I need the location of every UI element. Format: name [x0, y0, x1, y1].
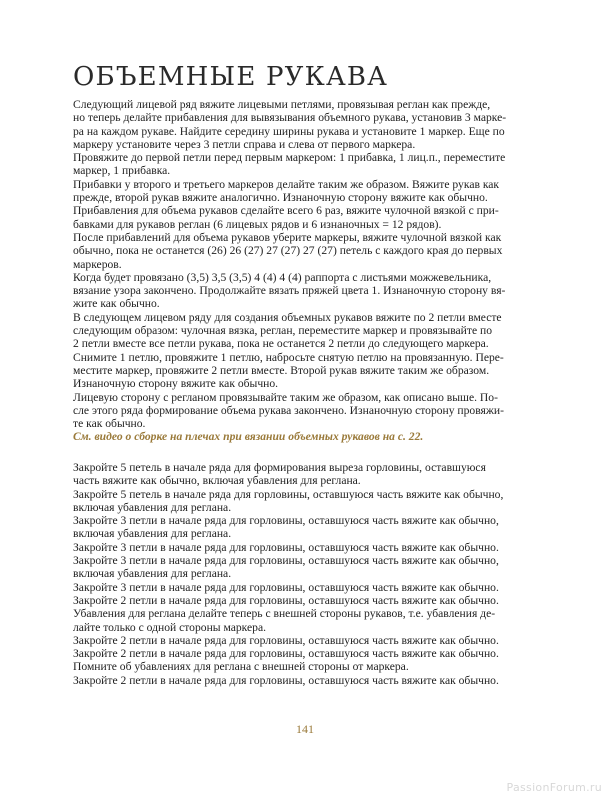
text-line: Изнаночную сторону вяжите как обычно. — [73, 377, 279, 391]
instructions-lines — [73, 98, 523, 430]
instructions-block-neckline — [73, 461, 523, 687]
text-line: Прибавления для объема рукавов сделайте всего 6 раз, вяжите чулочной вязкой с при- — [73, 204, 499, 218]
text-line: обычно, пока не останется (26) 26 (27) 27 (27) 27 (27) петель с каждого края до первых — [73, 244, 503, 258]
text-line: Помните об убавлениях для реглана с внешней стороны от маркера. — [73, 660, 409, 674]
text-line: Убавления для реглана делайте теперь с внешней стороны рукавов, т.е. убавления де- — [73, 607, 496, 621]
text-line: Закройте 2 петли в начале ряда для горловины, оставшуюся часть вяжите как обычно. — [73, 633, 499, 647]
text-line: Когда будет провязано (3,5) 3,5 (3,5) 4 (4) 4 (4) раппорта с листьями можжевельника, — [73, 270, 492, 284]
text-line: часть вяжите как обычно, включая убавления для реглана. — [73, 474, 361, 488]
text-line: В следующем лицевом ряду для создания объемных рукавов вяжите по 2 петли вместе — [73, 310, 502, 324]
text-line: сле этого ряда формирование объема рукава закончено. Изнаночную сторону провяжи- — [73, 403, 504, 417]
instructions-lines — [73, 461, 523, 687]
page-title: ОБЪЕМНЫЕ РУКАВА — [73, 62, 389, 92]
text-line: Прибавки у второго и третьего маркеров делайте таким же образом. Вяжите рукав как — [73, 177, 500, 191]
text-line: местите маркер, провяжите 2 петли вместе. Второй рукав вяжите таким же образом. — [73, 363, 490, 377]
text-line: Закройте 2 петли в начале ряда для горловины, оставшуюся часть вяжите как обычно. — [73, 593, 499, 607]
text-line: Закройте 2 петли в начале ряда для горловины, оставшуюся часть вяжите как обычно. — [73, 647, 499, 661]
text-line: маркер, 1 прибавка. — [73, 164, 171, 178]
text-line: Снимите 1 петлю, провяжите 1 петлю, набросьте снятую петлю на провязанную. Пере- — [73, 350, 504, 364]
text-line: жите как обычно. — [73, 297, 160, 311]
text-line: следующим образом: чулочная вязка, реглан, переместите маркер и провязывайте по — [73, 324, 493, 338]
text-line: вязание узора закончено. Продолжайте вязать пряжей цвета 1. Изнаночную сторону вя- — [73, 284, 506, 298]
text-line: маркеру установите через 3 петли справа и слева от первого маркера. — [73, 137, 416, 151]
text-line: но теперь делайте прибавления для вывязывания объемного рукава, установив 3 марке- — [73, 111, 507, 125]
watermark: PassionForum.ru — [506, 781, 602, 794]
text-line: Закройте 3 петли в начале ряда для горловины, оставшуюся часть вяжите как обычно. — [73, 580, 499, 594]
text-line: прежде, второй рукав вяжите аналогично. Изнаночную сторону вяжите как обычно. — [73, 191, 488, 205]
text-line: Закройте 3 петли в начале ряда для горловины, оставшуюся часть вяжите как обычно. — [73, 540, 499, 554]
instructions-block-sleeves — [73, 98, 523, 444]
text-line: маркеров. — [73, 257, 122, 271]
page-number: 141 — [296, 722, 314, 736]
text-line: Лицевую сторону с регланом провязывайте таким же образом, как описано выше. По- — [73, 390, 498, 404]
text-line: включая убавления для реглана. — [73, 527, 232, 541]
text-line: те как обычно. — [73, 417, 146, 431]
text-line: Закройте 3 петли в начале ряда для горловины, оставшуюся часть вяжите как обычно, — [73, 554, 499, 568]
text-line: бавками для рукавов реглан (6 лицевых рядов и 6 изнаночных = 12 рядов). — [73, 217, 442, 231]
video-reference: См. видео о сборке на плечах при вязании объемных рукавов на с. 22. — [73, 430, 424, 444]
text-line: включая убавления для реглана. — [73, 500, 232, 514]
text-line: лайте только с одной стороны маркера. — [73, 620, 266, 634]
text-line: Провяжите до первой петли перед первым маркером: 1 прибавка, 1 лиц.п., переместите — [73, 151, 506, 165]
text-line: Закройте 5 петель в начале ряда для формирования выреза горловины, оставшуюся — [73, 461, 486, 474]
text-line: 2 петли вместе все петли рукава, пока не останется 2 петли до следующего маркера. — [73, 337, 489, 351]
text-line: Закройте 5 петель в начале ряда для горловины, оставшуюся часть вяжите как обычно, — [73, 487, 504, 501]
text-line: Закройте 2 петли в начале ряда для горловины, оставшуюся часть вяжите как обычно. — [73, 673, 499, 687]
text-line: включая убавления для реглана. — [73, 567, 232, 581]
text-line: После прибавлений для объема рукавов уберите маркеры, вяжите чулочной вязкой как — [73, 230, 502, 244]
text-line: Следующий лицевой ряд вяжите лицевыми петлями, провязывая реглан как прежде, — [73, 98, 491, 111]
text-line: ра на каждом рукаве. Найдите середину ширины рукава и установите 1 маркер. Еще по — [73, 124, 505, 138]
text-line: Закройте 3 петли в начале ряда для горловины, оставшуюся часть вяжите как обычно, — [73, 514, 499, 528]
